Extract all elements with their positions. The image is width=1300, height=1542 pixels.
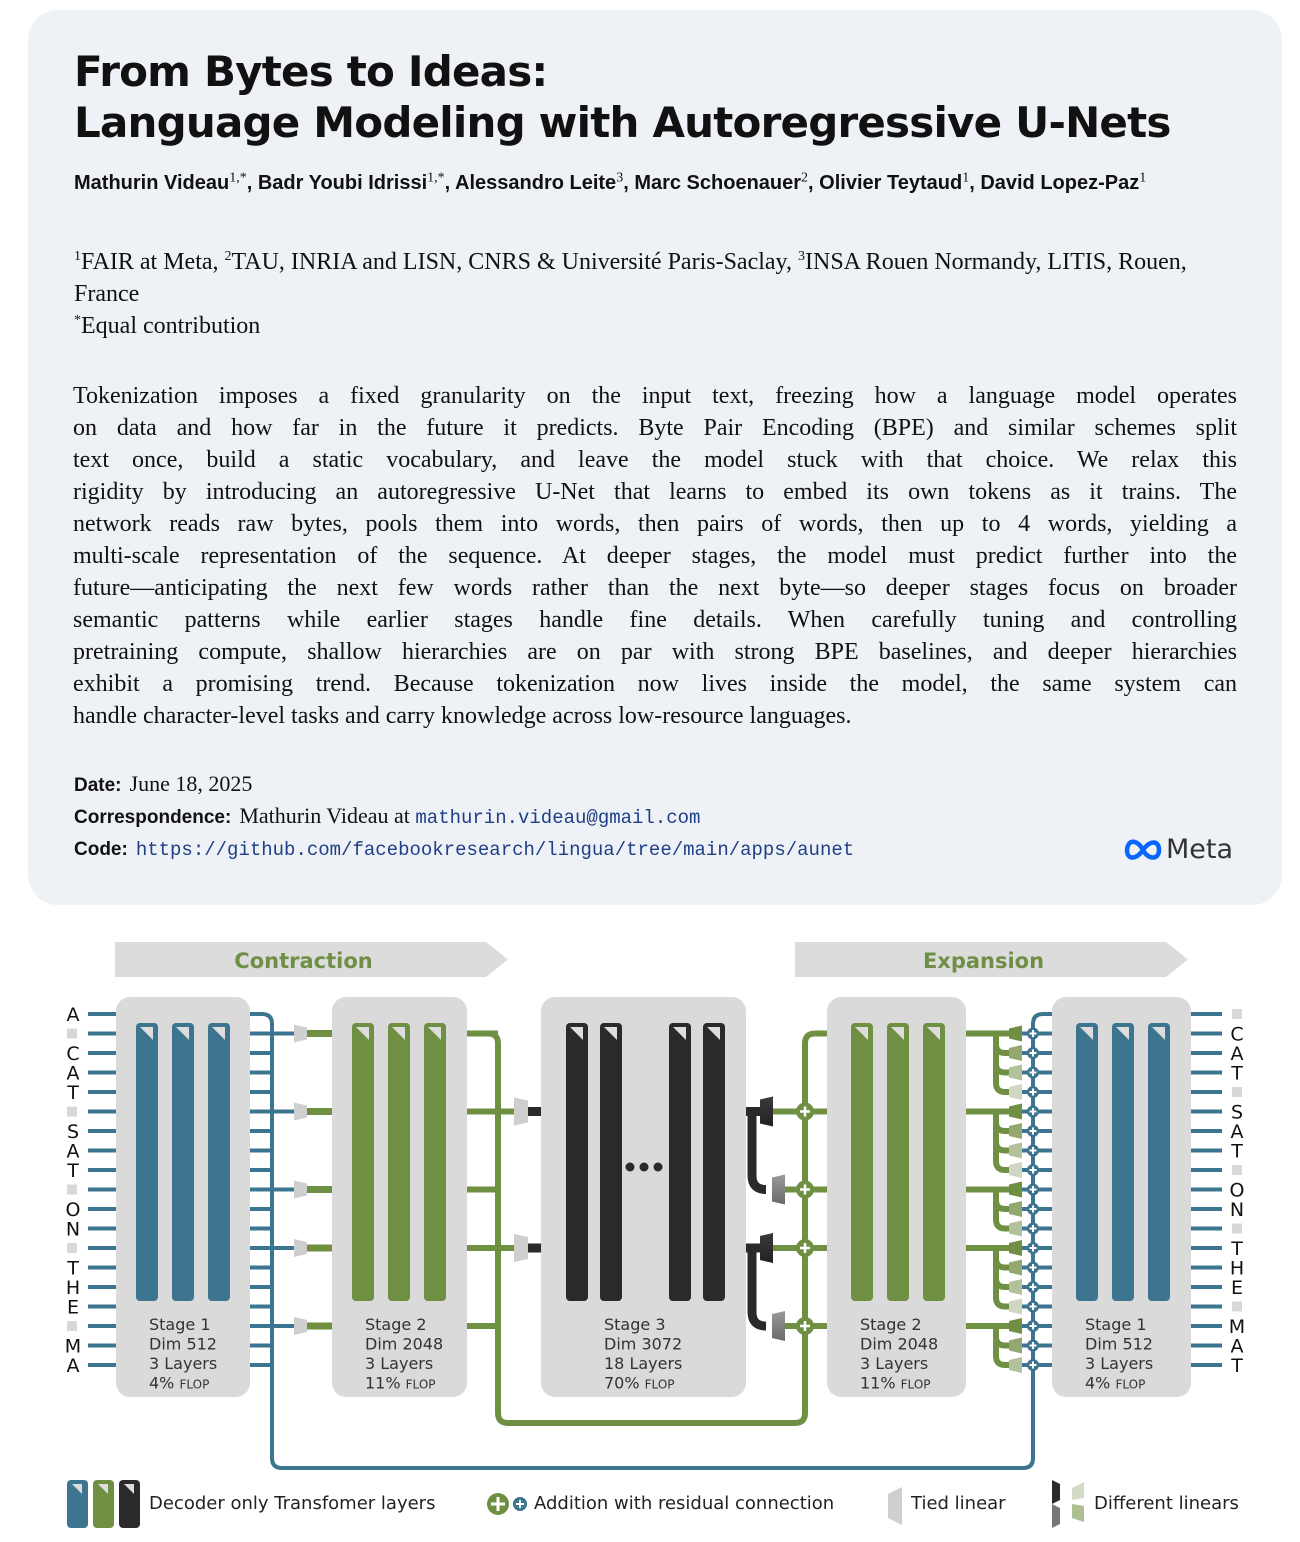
- different-linear: [1009, 1104, 1022, 1120]
- abstract: [73, 380, 1237, 732]
- paper-title: [74, 46, 1171, 148]
- flop-unit: FLOP: [1115, 1377, 1146, 1392]
- space-token: [1232, 1302, 1242, 1312]
- input-token: H: [65, 1277, 81, 1299]
- affiliations: [74, 246, 1240, 342]
- legend-different-label: Different linears: [1094, 1493, 1239, 1514]
- input-token: T: [67, 1257, 79, 1280]
- output-token: T: [1231, 1062, 1243, 1085]
- title-line-2: Language Modeling with Autoregressive U-Nets: [74, 98, 1171, 147]
- stage-label: 18 Layers: [604, 1354, 683, 1373]
- affiliation-text: $^1$FAIR at Meta, $^2$TAU, INRIA and LISN, CNRS & Université Paris-Saclay, $^3$INSA Rouen Normandy, LITIS, Rouen, France: [74, 249, 1187, 307]
- output-token: T: [1231, 1140, 1243, 1163]
- stage-label: 3 Layers: [1085, 1354, 1154, 1373]
- stage-label: Dim 2048: [365, 1334, 444, 1354]
- different-linear: [772, 1311, 785, 1341]
- output-token: A: [1230, 1121, 1244, 1143]
- output-token: H: [1229, 1257, 1245, 1280]
- different-linears-icon: [1050, 1478, 1090, 1530]
- different-linear: [1009, 1318, 1022, 1334]
- aunet-architecture-diagram: [0, 905, 1300, 1480]
- abstract-line: rigidity by introducing an autoregressive U-Net that learns to embed its own tokens as it trains. The: [73, 479, 1237, 505]
- input-token: C: [66, 1043, 80, 1065]
- output-token: T: [1231, 1355, 1243, 1377]
- space-token: [1232, 1087, 1242, 1097]
- transformer-layer-bar: [887, 1023, 909, 1301]
- affiliation: FAIR at Meta,: [81, 249, 225, 275]
- abstract-line: Tokenization imposes a fixed granularity on the input text, freezing how a language model operates: [73, 383, 1237, 409]
- input-token: T: [67, 1160, 79, 1182]
- space-token: [1232, 1224, 1242, 1234]
- abstract-line: on data and how far in the future it predicts. Byte Pair Encoding (BPE) and similar schemes split: [73, 415, 1237, 441]
- stage-label: Dim 512: [149, 1334, 217, 1354]
- date-row: Date: June 18, 2025: [74, 771, 253, 796]
- tied-linear: [294, 1103, 307, 1121]
- output-token: O: [1229, 1179, 1245, 1202]
- transformer-layer-bar: [851, 1023, 873, 1301]
- ellipsis-dot: [626, 1163, 635, 1172]
- different-linear: [1009, 1338, 1022, 1354]
- space-token: [1232, 1009, 1242, 1019]
- different-linear: [1009, 1065, 1022, 1081]
- meta-logo: [1124, 834, 1233, 865]
- different-linear: [1009, 1123, 1022, 1139]
- stage-label: Dim 512: [1085, 1334, 1153, 1354]
- tied-linear: [294, 1181, 307, 1199]
- output-token: N: [1229, 1199, 1245, 1221]
- different-linear: [1009, 1299, 1022, 1315]
- stage-label: Stage 2: [860, 1315, 922, 1334]
- abstract-line: text once, build a static vocabulary, and leave the model stuck with that choice. We relax this: [73, 447, 1237, 473]
- addition-icon: [486, 1492, 530, 1516]
- abstract-line: network reads raw bytes, pools them into words, then pairs of words, then up to 4 words, yielding a: [73, 511, 1237, 537]
- ellipsis-dot: [640, 1163, 649, 1172]
- different-linear: [1009, 1084, 1022, 1100]
- flop-value: 11%: [365, 1373, 406, 1393]
- different-linear: [760, 1233, 773, 1263]
- transformer-layer-bar: [1112, 1023, 1134, 1301]
- input-token: A: [66, 1355, 80, 1377]
- tied-linear: [294, 1317, 307, 1335]
- output-token: S: [1230, 1101, 1244, 1124]
- email-link[interactable]: mathurin.videau@gmail.com: [415, 807, 701, 829]
- tied-linear: [294, 1239, 307, 1257]
- space-token: [67, 1243, 77, 1253]
- correspondence-row: Correspondence: Mathurin Videau at mathurin.videau@gmail.com: [74, 803, 701, 829]
- different-linear: [760, 1097, 773, 1127]
- stage-label: Stage 2: [365, 1315, 427, 1334]
- space-token: [67, 1107, 77, 1117]
- stage-label: 3 Layers: [149, 1354, 218, 1373]
- transformer-layer-bar: [208, 1023, 230, 1301]
- contraction-banner-label: Contraction: [234, 949, 373, 973]
- transformer-layer-bar: [703, 1023, 725, 1301]
- flop-value: 4%: [1085, 1373, 1116, 1393]
- transformer-layer-bar: [923, 1023, 945, 1301]
- transformer-layer-bar: [566, 1023, 588, 1301]
- author: Mathurin Videau$^{1,*}$: [74, 170, 247, 194]
- output-token: E: [1230, 1277, 1244, 1299]
- input-token: N: [65, 1218, 81, 1241]
- input-token: S: [66, 1121, 80, 1143]
- transformer-layers-icon: [66, 1480, 142, 1530]
- output-token: T: [1231, 1238, 1243, 1260]
- different-linear: [1009, 1357, 1022, 1373]
- different-linear: [1009, 1143, 1022, 1159]
- author: Marc Schoenauer$^2$: [634, 170, 809, 194]
- space-token: [67, 1029, 77, 1039]
- input-token: A: [66, 1004, 80, 1026]
- output-token: A: [1230, 1335, 1244, 1358]
- stage-label: Dim 2048: [860, 1334, 939, 1354]
- flop-value: 11%: [860, 1373, 901, 1393]
- code-row: Code: https://github.com/facebookresearch/lingua/tree/main/apps/aunet: [74, 839, 855, 861]
- author: David Lopez-Paz$^1$: [980, 170, 1147, 194]
- affiliation: TAU, INRIA and LISN, CNRS & Université Paris-Saclay,: [231, 249, 798, 275]
- transformer-layer-bar: [172, 1023, 194, 1301]
- legend-tied-label: Tied linear: [911, 1493, 1006, 1514]
- different-linear: [1009, 1182, 1022, 1198]
- different-linear: [1009, 1201, 1022, 1217]
- space-token: [67, 1321, 77, 1331]
- space-token: [1232, 1165, 1242, 1175]
- flop-value: 70%: [604, 1373, 645, 1393]
- affiliation: INSA Rouen Normandy, LITIS, Rouen, France: [74, 249, 1187, 307]
- upsample-fan-path: [996, 1034, 1010, 1093]
- author: Alessandro Leite$^3$: [455, 170, 624, 194]
- different-linear: [1009, 1240, 1022, 1256]
- tied-linear: [294, 1025, 307, 1043]
- transformer-layer-bar: [669, 1023, 691, 1301]
- output-token: C: [1230, 1023, 1244, 1046]
- tied-linear: [514, 1234, 528, 1262]
- stage-label: Dim 3072: [604, 1334, 683, 1354]
- transformer-layer-bar: [352, 1023, 374, 1301]
- flop-unit: FLOP: [644, 1377, 675, 1392]
- different-linear: [1009, 1260, 1022, 1276]
- different-linear: [1009, 1026, 1022, 1042]
- transformer-layer-bar: [600, 1023, 622, 1301]
- abstract-line: exhibit a promising trend. Because tokenization now lives inside the model, the same system can: [73, 671, 1237, 697]
- code-link[interactable]: https://github.com/facebookresearch/lingua/tree/main/apps/aunet: [135, 839, 855, 861]
- upsample-fan-path: [996, 1112, 1010, 1171]
- transformer-layer-bar: [1148, 1023, 1170, 1301]
- author-list: Mathurin Videau$^{1,*}$, Badr Youbi Idrissi$^{1,*}$, Alessandro Leite$^3$, Marc Schoenauer$^2$, Olivier Teytaud$^1$, David Lopez-Paz$^1$: [74, 170, 1147, 194]
- flop-unit: FLOP: [405, 1377, 436, 1392]
- tied-linear: [514, 1098, 528, 1126]
- transformer-layer-bar: [136, 1023, 158, 1301]
- different-linear: [772, 1175, 785, 1205]
- author: Badr Youbi Idrissi$^{1,*}$: [257, 170, 445, 194]
- abstract-line: future—anticipating the next few words rather than the next byte—so deeper stages focus on broader: [73, 575, 1237, 601]
- flop-unit: FLOP: [900, 1377, 931, 1392]
- output-token: A: [1230, 1043, 1244, 1065]
- stage-label: Stage 3: [604, 1315, 666, 1334]
- different-linear: [1009, 1279, 1022, 1295]
- upsample-fan-path: [996, 1248, 1010, 1307]
- transformer-layer-bar: [1076, 1023, 1098, 1301]
- different-linear: [1009, 1045, 1022, 1061]
- equal-contribution-note: *Equal contribution: [74, 313, 261, 339]
- input-token: E: [66, 1296, 80, 1319]
- flop-unit: FLOP: [179, 1377, 210, 1392]
- stage-label: 3 Layers: [365, 1354, 434, 1373]
- title-line-1: From Bytes to Ideas:: [74, 47, 548, 96]
- ellipsis-dot: [654, 1163, 663, 1172]
- legend-layers-label: Decoder only Transfomer layers: [149, 1493, 436, 1514]
- meta-logo-text: Meta: [1166, 834, 1234, 865]
- flop-value: 4%: [149, 1373, 180, 1393]
- author: Olivier Teytaud$^1$: [819, 170, 970, 194]
- transformer-layer-bar: [424, 1023, 446, 1301]
- space-token: [67, 1185, 77, 1195]
- diagram-legend: [0, 1478, 1300, 1538]
- input-token: O: [65, 1199, 81, 1221]
- transformer-layer-bar: [388, 1023, 410, 1301]
- different-linear: [1009, 1221, 1022, 1237]
- input-token: A: [66, 1062, 80, 1085]
- abstract-line: semantic patterns while earlier stages handle fine details. When carefully tuning and controlling: [73, 607, 1237, 633]
- different-linear: [1009, 1162, 1022, 1178]
- output-token: M: [1228, 1316, 1246, 1338]
- stage-label: 3 Layers: [860, 1354, 929, 1373]
- abstract-line: multi-scale representation of the sequence. At deeper stages, the model must predict further into the: [73, 543, 1237, 569]
- stage-label: Stage 1: [1085, 1315, 1147, 1334]
- stage-label: Stage 1: [149, 1315, 211, 1334]
- legend-addition-label: Addition with residual connection: [534, 1493, 835, 1514]
- tied-linear-icon: [886, 1486, 906, 1526]
- abstract-line: handle character-level tasks and carry knowledge across low-resource languages.: [73, 703, 852, 729]
- input-token: T: [67, 1082, 79, 1104]
- input-token: A: [66, 1140, 80, 1163]
- meta-infinity-icon: [1124, 838, 1162, 862]
- input-token: M: [64, 1335, 82, 1358]
- abstract-line: pretraining compute, shallow hierarchies are on par with strong BPE baselines, and deeper hierarchies: [73, 639, 1237, 665]
- expansion-banner-label: Expansion: [922, 949, 1045, 973]
